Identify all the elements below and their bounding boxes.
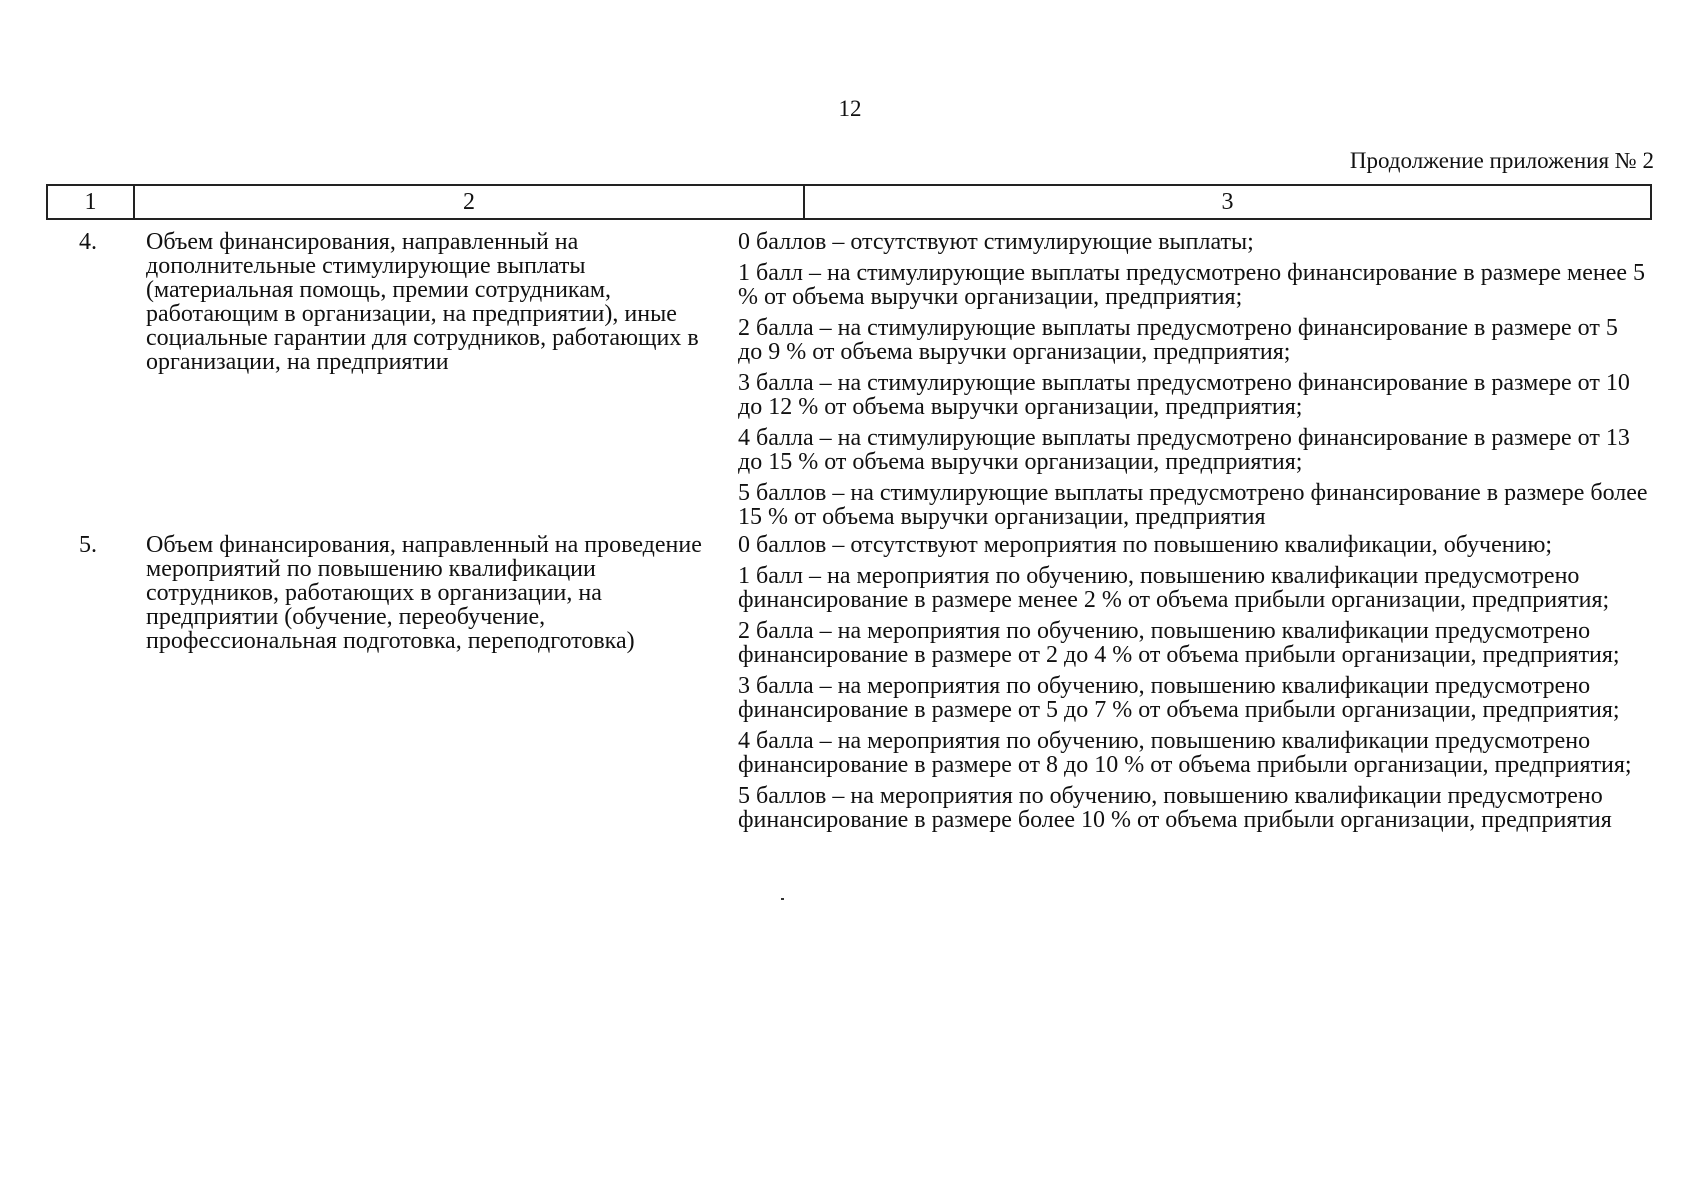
score-item: 3 балла – на стимулирующие выплаты предусмотрено финансирование в размере от 10 до 12 % от объема выручки организации, предприятия; <box>738 370 1630 420</box>
table-header-cell-1: 1 <box>48 186 135 218</box>
table-body <box>46 230 1652 836</box>
score-item: 0 баллов – отсутствуют мероприятия по повышению квалификации, обучению; <box>738 532 1553 558</box>
score-item: 5 баллов – на стимулирующие выплаты предусмотрено финансирование в размере более 15 % от объема выручки организации, предприятия <box>738 480 1648 530</box>
score-item: 1 балл – на мероприятия по обучению, повышению квалификации предусмотрено финансирование в размере менее 2 % от объема прибыли организации, предприятия; <box>738 563 1610 613</box>
score-item: 4 балла – на стимулирующие выплаты предусмотрено финансирование в размере от 13 до 15 % от объема выручки организации, предприятия; <box>738 425 1630 475</box>
score-item: 4 балла – на мероприятия по обучению, повышению квалификации предусмотрено финансирование в размере от 8 до 10 % от объема прибыли организации, предприятия; <box>738 728 1632 778</box>
row-number: 5. <box>79 532 97 558</box>
table-header-cell-3: 3 <box>1221 188 1234 215</box>
appendix-continuation-note: Продолжение приложения № 2 <box>1349 148 1654 173</box>
row-scores <box>716 230 1652 529</box>
row-scores <box>716 533 1652 832</box>
score-item: 1 балл – на стимулирующие выплаты предусмотрено финансирование в размере менее 5 % от объема выручки организации, предприятия; <box>738 260 1646 310</box>
scan-speck <box>781 898 784 900</box>
page-number: 12 <box>838 96 862 121</box>
score-item: 2 балла – на стимулирующие выплаты предусмотрено финансирование в размере от 5 до 9 % от объема выручки организации, предприятия; <box>738 315 1618 365</box>
table-row <box>46 533 1652 832</box>
table-header-row <box>46 184 1652 220</box>
row-number: 4. <box>79 229 97 255</box>
table-row <box>46 230 1652 529</box>
score-item: 2 балла – на мероприятия по обучению, повышению квалификации предусмотрено финансирование в размере от 2 до 4 % от объема прибыли организации, предприятия; <box>738 618 1620 668</box>
table-header-cell-2: 2 <box>135 186 805 218</box>
score-item: 5 баллов – на мероприятия по обучению, повышению квалификации предусмотрено финансирование в размере более 10 % от объема прибыли организации, предприятия <box>738 783 1612 833</box>
score-item: 3 балла – на мероприятия по обучению, повышению квалификации предусмотрено финансирование в размере от 5 до 7 % от объема прибыли организации, предприятия; <box>738 673 1620 723</box>
row-criterion: Объем финансирования, направленный на проведение мероприятий по повышению квалификации сотрудников, работающих в организации, на предприятии (обучение, переобучение, профессиональная подготовка, переподготовка) <box>146 532 702 654</box>
score-item: 0 баллов – отсутствуют стимулирующие выплаты; <box>738 229 1254 255</box>
row-criterion: Объем финансирования, направленный на дополнительные стимулирующие выплаты (материальная помощь, премии сотрудникам, работающим в организации, на предприятии), иные социальные гарантии для сотрудников, работающих в организации, на предприятии <box>146 229 699 375</box>
